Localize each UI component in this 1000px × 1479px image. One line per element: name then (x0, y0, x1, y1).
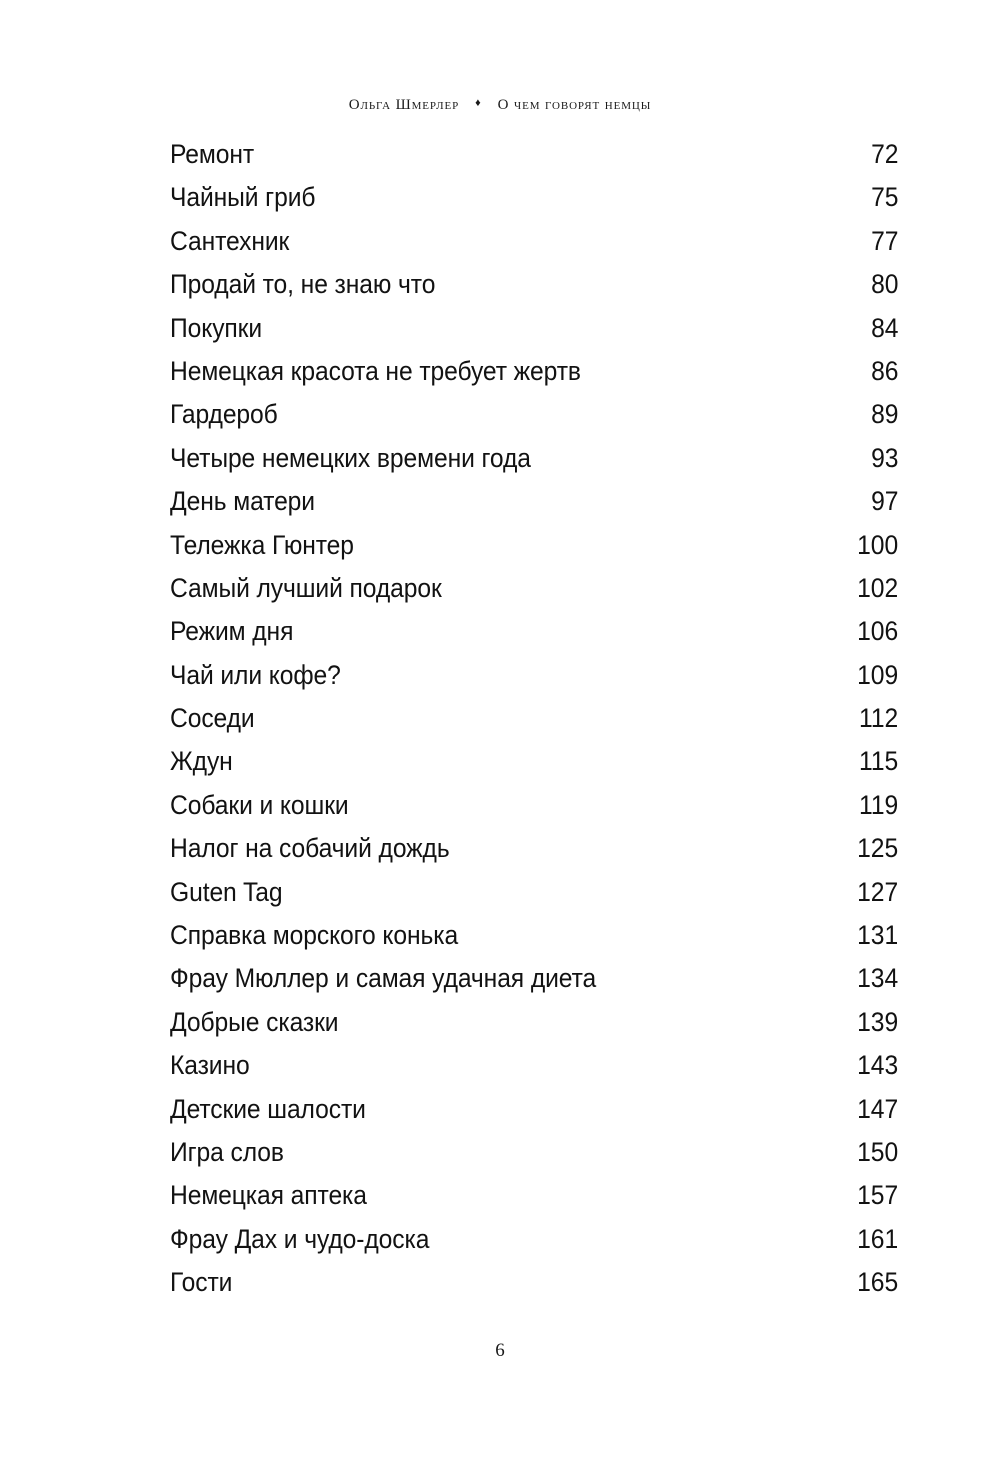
toc-entry-title: Детские шалости (170, 1093, 366, 1124)
toc-entry-page-number: 139 (856, 1006, 898, 1037)
toc-entry[interactable] (170, 618, 898, 661)
toc-entry[interactable] (170, 401, 898, 444)
toc-entry-title: Самый лучший подарок (170, 572, 442, 603)
toc-entry-title: Guten Tag (170, 876, 283, 907)
running-head-separator-diamond-icon: ♦ (475, 97, 482, 110)
toc-entry-title: Собаки и кошки (170, 789, 349, 820)
toc-entry[interactable] (170, 659, 898, 705)
toc-entry[interactable] (170, 312, 898, 358)
toc-entry-page-number: 109 (856, 659, 898, 690)
toc-entry-page-number: 119 (858, 789, 898, 820)
toc-entry[interactable] (170, 225, 898, 271)
running-head-author: Ольга Шмерлер (348, 97, 460, 113)
toc-entry-page-number: 125 (856, 833, 898, 864)
toc-entry-title: Гардероб (170, 399, 278, 430)
toc-entry-title: Игра слов (170, 1136, 284, 1167)
toc-entry-title: Чай или кофе? (170, 659, 341, 690)
toc-entry-title: Четыре немецких времени года (170, 442, 531, 473)
toc-entry[interactable] (170, 355, 898, 401)
toc-entry-page-number: 115 (858, 746, 898, 777)
toc-entry[interactable] (170, 488, 898, 531)
toc-entry-title: Тележка Гюнтер (170, 529, 354, 560)
toc-entry[interactable] (170, 705, 898, 748)
toc-entry-page-number: 143 (856, 1050, 898, 1081)
toc-entry[interactable] (170, 1093, 898, 1139)
toc-entry-page-number: 165 (856, 1267, 898, 1298)
toc-entry-title: Режим дня (170, 616, 294, 647)
toc-entry-page-number: 89 (870, 399, 898, 430)
toc-entry-page-number: 127 (856, 876, 898, 907)
toc-entry-page-number: 157 (856, 1180, 898, 1211)
toc-entry[interactable] (170, 789, 898, 835)
toc-entry-title: Продай то, не знаю что (170, 269, 436, 300)
toc-entry[interactable] (170, 184, 898, 227)
toc-entry[interactable] (170, 1223, 898, 1269)
toc-entry[interactable] (170, 922, 898, 965)
toc-entry-title: Чайный гриб (170, 182, 316, 213)
toc-entry-title: Ждун (170, 746, 233, 777)
toc-entry-title: Покупки (170, 312, 263, 343)
toc-entry-page-number: 102 (856, 572, 898, 603)
toc-entry-title: Добрые сказки (170, 1006, 339, 1037)
toc-entry-title: Ремонт (170, 139, 255, 169)
toc-entry[interactable] (170, 1182, 898, 1225)
toc-entry-title: Сантехник (170, 225, 290, 256)
toc-entry-page-number: 147 (856, 1093, 898, 1124)
toc-entry[interactable] (170, 876, 898, 922)
toc-entry[interactable] (170, 1269, 898, 1312)
toc-entry-title: День матери (170, 486, 315, 517)
toc-entry-page-number: 131 (856, 920, 898, 951)
table-of-contents (170, 141, 898, 1313)
toc-entry-title: Фрау Мюллер и самая удачная диета (170, 963, 597, 994)
toc-entry[interactable] (170, 1052, 898, 1095)
toc-entry-page-number: 75 (870, 182, 898, 213)
toc-entry-page-number: 150 (856, 1136, 898, 1167)
toc-entry-page-number: 100 (856, 529, 898, 560)
toc-entry-page-number: 80 (870, 269, 898, 300)
page-folio: 6 (495, 1340, 505, 1361)
toc-entry-page-number: 72 (870, 139, 898, 169)
toc-entry-page-number: 112 (858, 703, 898, 734)
toc-entry-title: Немецкая аптека (170, 1180, 367, 1211)
toc-entry[interactable] (170, 271, 898, 314)
toc-entry[interactable] (170, 442, 898, 488)
running-head-book-title: О чем говорят немцы (497, 97, 652, 113)
running-head (0, 97, 1000, 114)
toc-entry-page-number: 93 (870, 442, 898, 473)
toc-entry[interactable] (170, 965, 898, 1008)
toc-entry-title: Соседи (170, 703, 255, 734)
toc-entry-page-number: 134 (856, 963, 898, 994)
toc-entry[interactable] (170, 141, 898, 184)
toc-entry[interactable] (170, 1006, 898, 1052)
toc-entry[interactable] (170, 748, 898, 791)
toc-entry-page-number: 77 (870, 225, 898, 256)
toc-entry-title: Справка морского конька (170, 920, 459, 951)
toc-entry[interactable] (170, 835, 898, 878)
toc-entry-page-number: 84 (870, 312, 898, 343)
toc-entry-page-number: 97 (870, 486, 898, 517)
toc-entry-title: Немецкая красота не требует жертв (170, 355, 581, 386)
toc-entry[interactable] (170, 529, 898, 575)
toc-entry[interactable] (170, 1136, 898, 1182)
toc-entry-page-number: 86 (870, 355, 898, 386)
toc-entry-page-number: 106 (856, 616, 898, 647)
toc-entry-title: Налог на собачий дождь (170, 833, 450, 864)
toc-entry[interactable] (170, 572, 898, 618)
toc-entry-title: Гости (170, 1267, 233, 1298)
toc-entry-title: Казино (170, 1050, 250, 1081)
toc-entry-page-number: 161 (856, 1223, 898, 1254)
toc-entry-title: Фрау Дах и чудо-доска (170, 1223, 430, 1254)
